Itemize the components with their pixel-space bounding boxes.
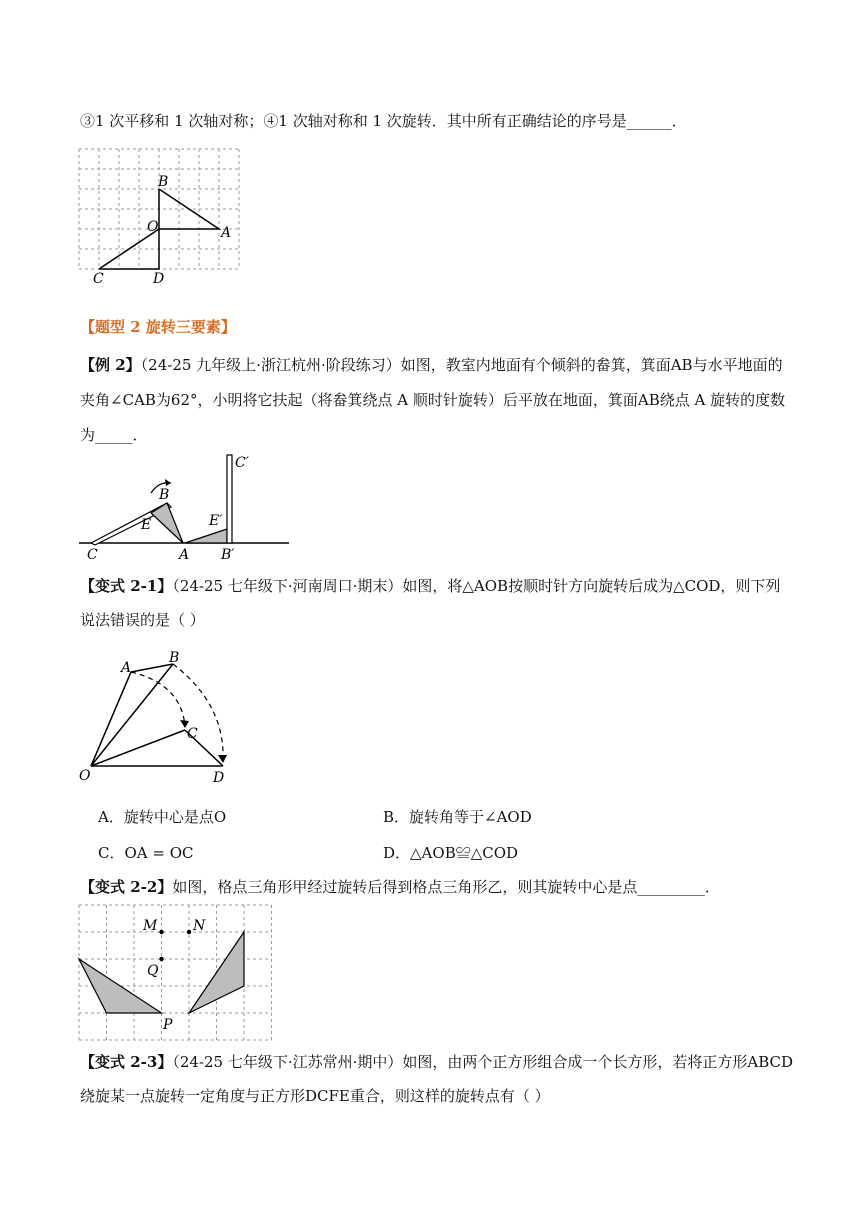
label-e: E xyxy=(141,517,152,533)
variant-2-1-tag: 【变式 2-1】 xyxy=(80,577,173,595)
label-a: A xyxy=(221,225,232,241)
label-d: D xyxy=(213,770,225,786)
label-c: C xyxy=(93,271,104,287)
label-c-prime: C′ xyxy=(235,455,249,471)
option-d[interactable]: D．△AOB≌△COD xyxy=(383,844,519,862)
label-o: O xyxy=(79,768,91,784)
option-a[interactable]: A．旋转中心是点O xyxy=(98,808,227,826)
label-n: N xyxy=(193,918,206,934)
label-m: M xyxy=(143,918,158,934)
option-b[interactable]: B．旋转角等于∠AOD xyxy=(383,808,532,826)
example-2-tag: 【例 2】 xyxy=(80,356,141,374)
label-d: D xyxy=(153,271,165,287)
label-a: A xyxy=(121,660,132,676)
variant-2-1-line-1: 【变式 2-1】（24-25 七年级下·河南周口·期末）如图，将△AOB按顺时针方向旋转后成为△COD，则下列 xyxy=(80,577,781,595)
variant-2-2-line-1: 【变式 2-2】如图，格点三角形甲经过旋转后得到格点三角形乙，则其旋转中心是点_________． xyxy=(80,878,720,896)
variant-2-3-line-2: 绕旋某一点旋转一定角度与正方形DCFE重合，则这样的旋转点有（ ） xyxy=(80,1087,550,1105)
label-c: C xyxy=(187,726,198,742)
label-e-prime: E′ xyxy=(209,513,223,529)
example-2-line-1: 【例 2】（24-25 九年级上·浙江杭州·阶段练习）如图，教室内地面有个倾斜的畚箕，箕面AB与水平地面的 xyxy=(80,356,783,374)
label-q: Q xyxy=(147,963,159,979)
figure-rotation xyxy=(77,648,247,788)
label-b: B xyxy=(159,487,170,503)
label-b: B xyxy=(158,174,169,190)
variant-2-1-line-2: 说法错误的是（ ） xyxy=(80,611,205,629)
figure-grid-rotation xyxy=(79,905,275,1045)
example-2-line-2: 夹角∠CAB为62°，小明将它扶起（将畚箕绕点 A 顺时针旋转）后平放在地面，箕面AB绕点 A 旋转的度数 xyxy=(80,391,786,409)
question-continuation: ③1 次平移和 1 次轴对称；④1 次轴对称和 1 次旋转．其中所有正确结论的序号是______． xyxy=(80,112,687,130)
label-a: A xyxy=(179,547,190,563)
figure-dustpan xyxy=(79,455,289,565)
example-2-line-3: 为_____． xyxy=(80,426,148,444)
figure-grid-triangles xyxy=(79,149,249,287)
label-p: P xyxy=(163,1017,173,1033)
variant-2-2-tag: 【变式 2-2】 xyxy=(80,878,173,896)
section-heading: 【题型 2 旋转三要素】 xyxy=(80,318,236,336)
label-b: B xyxy=(169,650,180,666)
label-b-prime: B′ xyxy=(221,547,235,563)
variant-2-3-tag: 【变式 2-3】 xyxy=(80,1053,173,1071)
label-o: O xyxy=(147,219,159,235)
label-c: C xyxy=(87,547,98,563)
variant-2-3-line-1: 【变式 2-3】（24-25 七年级下·江苏常州·期中）如图，由两个正方形组合成一个长方形，若将正方形ABCD xyxy=(80,1053,794,1071)
option-c[interactable]: C．OA = OC xyxy=(98,844,194,862)
